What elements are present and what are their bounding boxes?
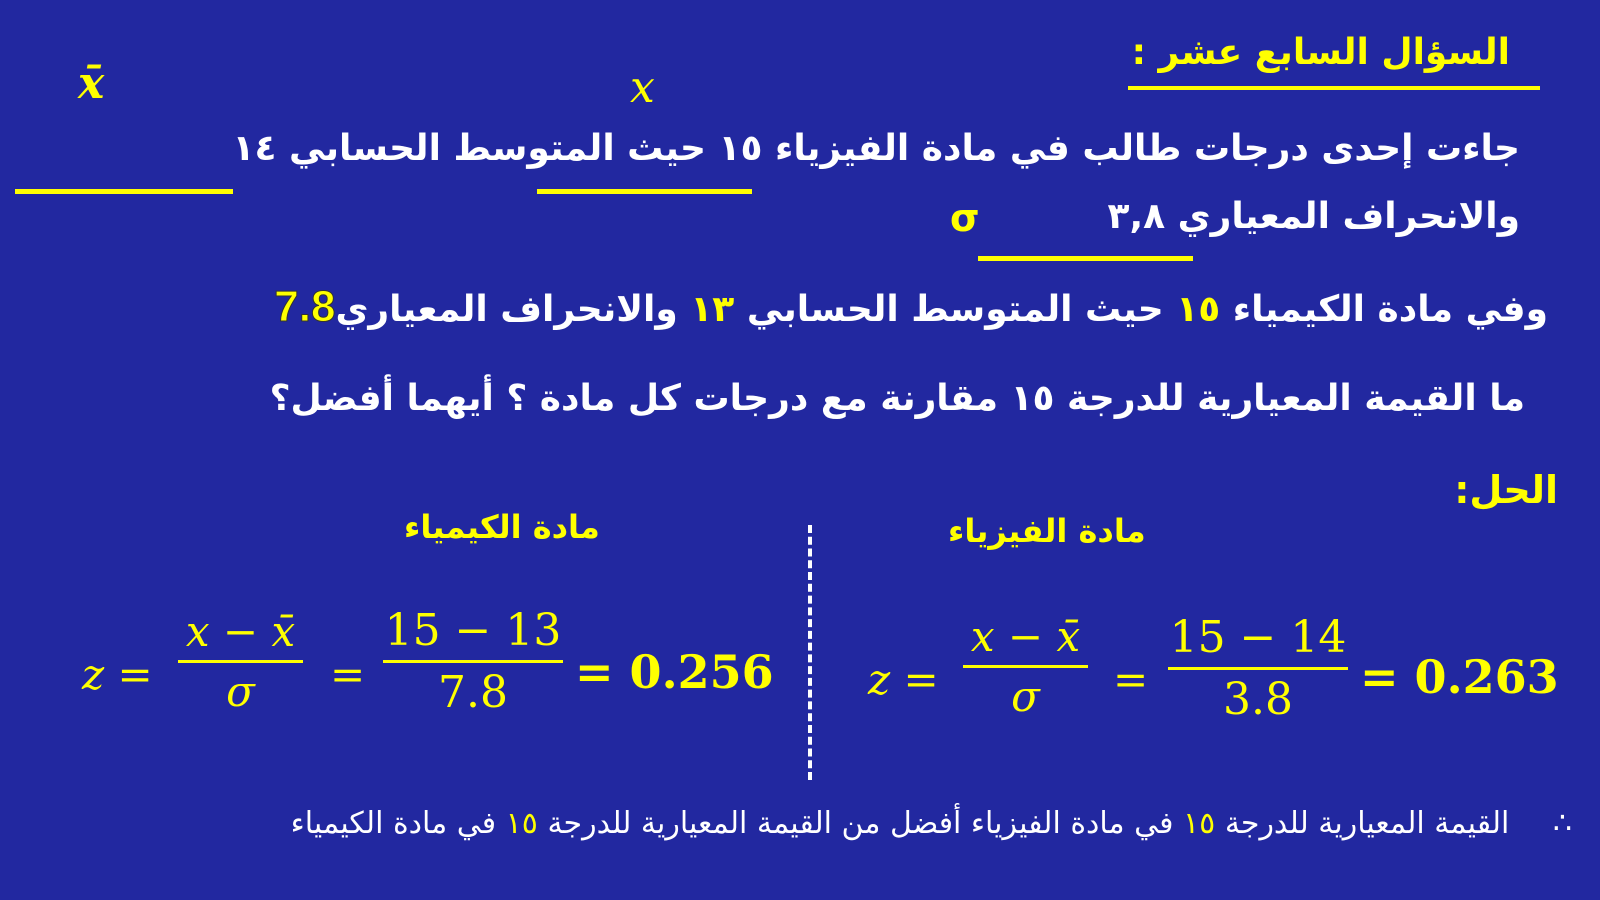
- x-underline: [537, 189, 752, 194]
- conclusion-part1: القيمة المعيارية للدرجة: [1224, 806, 1510, 841]
- sigma-symbol: σ: [950, 196, 980, 240]
- chemistry-frac2-bar: [383, 660, 563, 663]
- line3-mid: حيث المتوسط الحسابي: [746, 289, 1164, 330]
- question-line-2: والانحراف المعياري ٣,٨: [1107, 196, 1520, 237]
- question-line-3: [274, 282, 1548, 332]
- divider-dashed: [808, 525, 812, 780]
- chemistry-frac1-den: σ: [226, 667, 255, 716]
- chemistry-frac2: [383, 605, 563, 718]
- therefore-symbol: ∴: [1552, 806, 1572, 841]
- chemistry-frac1: [178, 607, 303, 716]
- sigma-underline: [978, 256, 1193, 261]
- question-title: السؤال السابع عشر :: [1131, 32, 1510, 73]
- line3-prefix: وفي مادة الكيمياء: [1232, 289, 1548, 330]
- conclusion-num2: ١٥: [505, 806, 538, 841]
- conclusion-num1: ١٥: [1183, 806, 1216, 841]
- physics-frac2-bar: [1168, 667, 1348, 670]
- solution-label: الحل:: [1454, 468, 1558, 512]
- x-symbol: x: [630, 62, 655, 113]
- physics-lhs: z =: [868, 655, 939, 704]
- question-line-4: ما القيمة المعيارية للدرجة ١٥ مقارنة مع درجات كل مادة ؟ أيهما أفضل؟: [269, 378, 1525, 419]
- physics-frac1-den: σ: [1011, 672, 1040, 721]
- title-underline: [1128, 86, 1540, 90]
- physics-frac2-num: 15 − 14: [1169, 612, 1347, 663]
- physics-heading: مادة الفيزياء: [948, 512, 1146, 550]
- chemistry-lhs: z =: [82, 650, 153, 699]
- line3-mid2: والانحراف المعياري: [335, 289, 678, 330]
- chemistry-frac2-num: 15 − 13: [384, 605, 562, 656]
- conclusion-part3: في مادة الكيمياء: [290, 806, 497, 841]
- chemistry-frac1-bar: [178, 660, 303, 663]
- line3-num3: 7.8: [274, 282, 336, 331]
- conclusion-part2: في مادة الفيزياء أفضل من القيمة المعيارية للدرجة: [547, 806, 1174, 841]
- line3-num1: ١٥: [1176, 289, 1221, 330]
- physics-frac1-bar: [963, 665, 1088, 668]
- chemistry-frac1-num: x − x̄: [185, 607, 296, 656]
- line3-num2: ١٣: [690, 289, 735, 330]
- chemistry-heading: مادة الكيمياء: [404, 508, 600, 546]
- physics-frac2-den: 3.8: [1223, 674, 1293, 725]
- chemistry-eq: =: [330, 650, 366, 699]
- chemistry-result: = 0.256: [575, 645, 774, 699]
- mean-symbol: x̄: [78, 58, 105, 109]
- physics-eq: =: [1113, 655, 1149, 704]
- question-line-1: جاءت إحدى درجات طالب في مادة الفيزياء ١٥ حيث المتوسط الحسابي ١٤: [232, 128, 1520, 169]
- physics-frac2: [1168, 612, 1348, 725]
- mean-underline: [15, 189, 233, 194]
- physics-frac1: [963, 612, 1088, 721]
- conclusion-line: [291, 806, 1572, 841]
- chemistry-frac2-den: 7.8: [438, 667, 508, 718]
- physics-result: = 0.263: [1360, 650, 1559, 704]
- physics-frac1-num: x − x̄: [970, 612, 1081, 661]
